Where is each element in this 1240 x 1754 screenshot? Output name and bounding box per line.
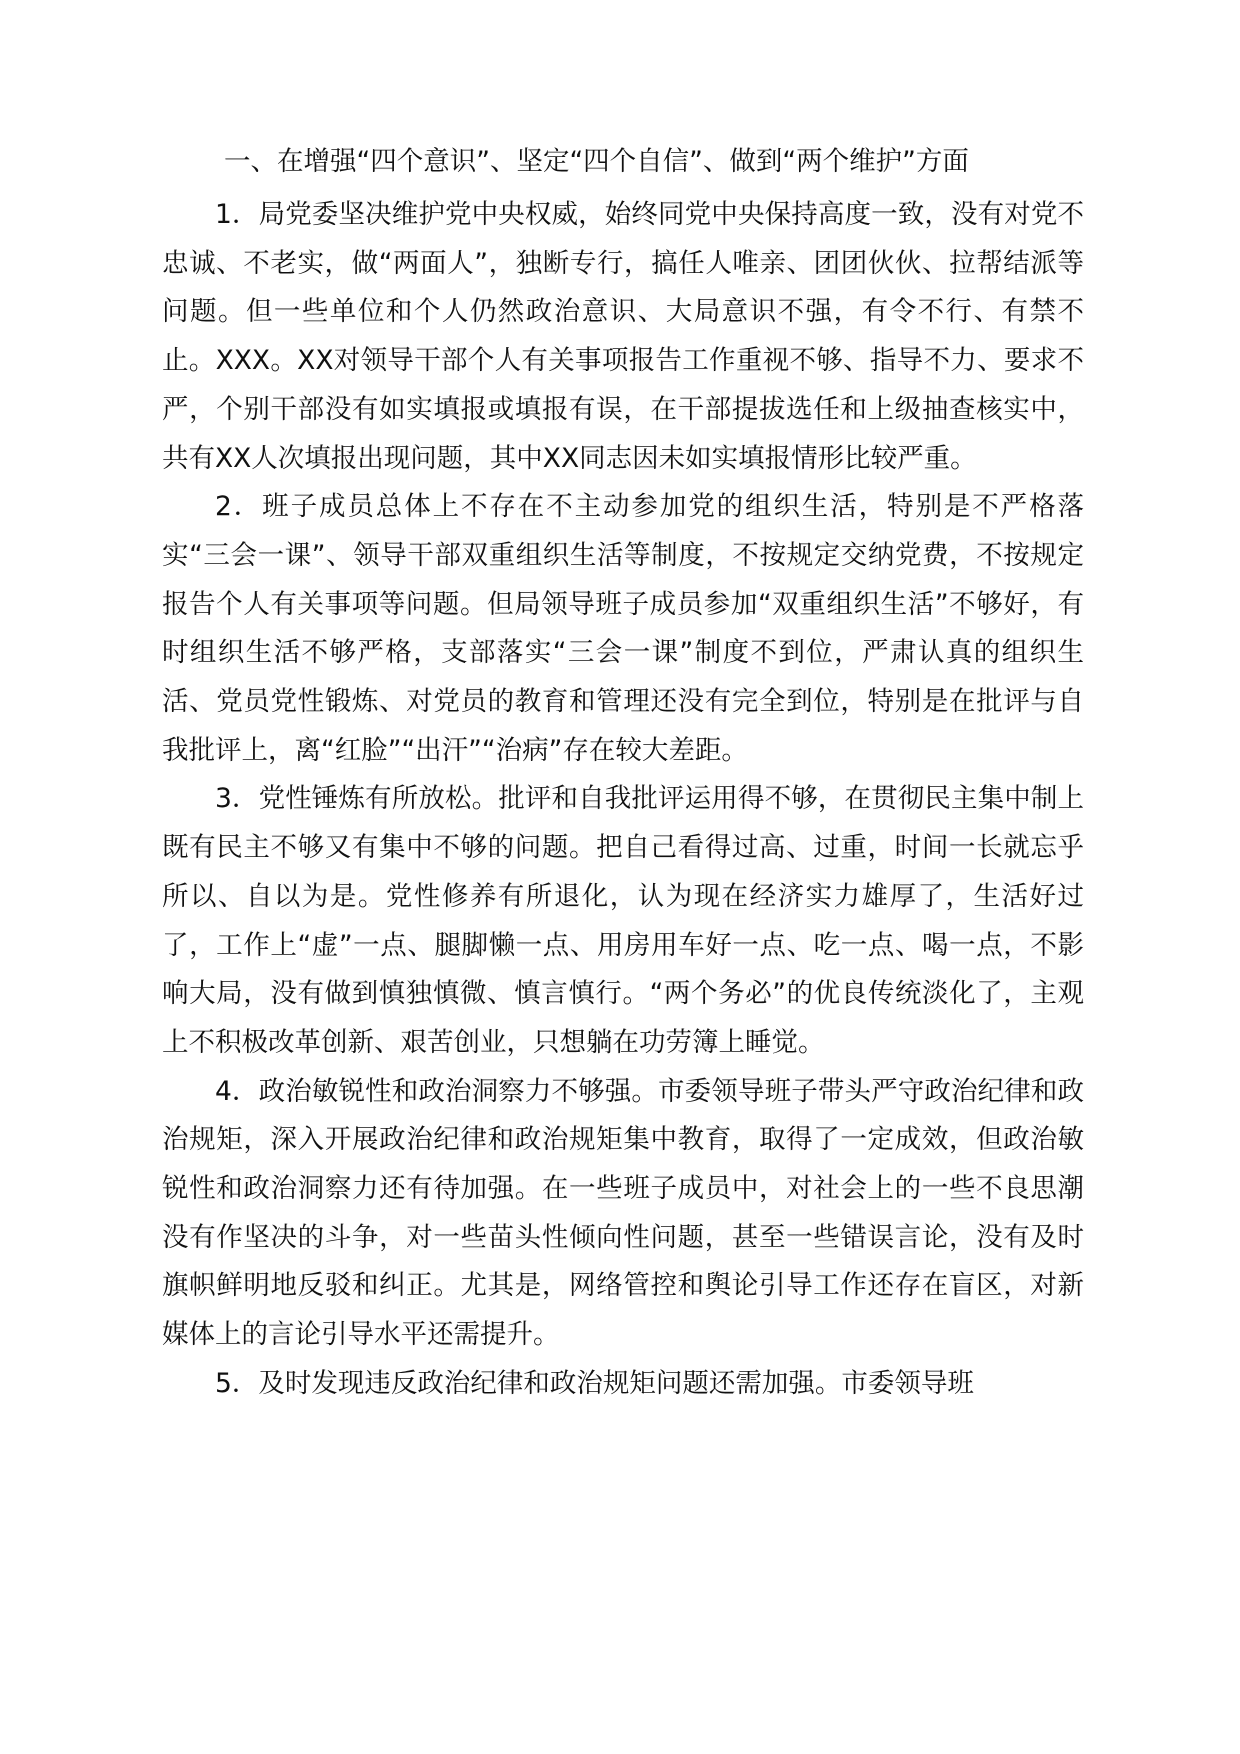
paragraph-4: 4．政治敏锐性和政治洞察力不够强。市委领导班子带头严守政治纪律和政治规矩，深入开展政治纪律和政治规矩集中教育，取得了一定成效，但政治敏锐性和政治洞察力还有待加强。在一些班子成员中，对社会上的一些不良思潮没有作坚决的斗争，对一些苗头性倾向性问题，甚至一些错误言论，没有及时旗帜鲜明地反驳和纠正。尤其是，网络管控和舆论引导工作还存在盲区，对新媒体上的言论引导水平还需提升。 (162, 1075, 1084, 1351)
document-body (162, 145, 1084, 1409)
paragraph-5: 5．及时发现违反政治纪律和政治规矩问题还需加强。市委领导班 (215, 1367, 974, 1399)
paragraph-3: 3．党性锤炼有所放松。批评和自我批评运用得不够，在贯彻民主集中制上既有民主不够又有集中不够的问题。把自己看得过高、过重，时间一长就忘乎所以、自以为是。党性修养有所退化，认为现在经济实力雄厚了，生活好过了，工作上“虚”一点、腿脚懒一点、用房用车好一点、吃一点、喝一点，不影响大局，没有做到慎独慎微、慎言慎行。“两个务必”的优良传统淡化了，主观上不积极改革创新、艰苦创业，只想躺在功劳簿上睡觉。 (162, 783, 1084, 1058)
section-heading: 一、在增强“四个意识”、坚定“四个自信”、做到“两个维护”方面 (224, 146, 969, 177)
paragraph-1: 1．局党委坚决维护党中央权威，始终同党中央保持高度一致，没有对党不忠诚、不老实，做“两面人”，独断专行，搞任人唯亲、团团伙伙、拉帮结派等问题。但一些单位和个人仍然政治意识、大局意识不强，有令不行、有禁不止。XXX。XX对领导干部个人有关事项报告工作重视不够、指导不力、要求不严，个别干部没有如实填报或填报有误，在干部提拔选任和上级抽查核实中，共有XX人次填报出现问题，其中XX同志因未如实填报情形比较严重。 (162, 199, 1084, 474)
paragraph-2: 2．班子成员总体上不存在不主动参加党的组织生活，特别是不严格落实“三会一课”、领导干部双重组织生活等制度，不按规定交纳党费，不按规定报告个人有关事项等问题。但局领导班子成员参加“双重组织生活”不够好，有时组织生活不够严格，支部落实“三会一课”制度不到位，严肃认真的组织生活、党员党性锻炼、对党员的教育和管理还没有完全到位，特别是在批评与自我批评上，离“红脸”“出汗”“治病”存在较大差距。 (162, 491, 1084, 766)
